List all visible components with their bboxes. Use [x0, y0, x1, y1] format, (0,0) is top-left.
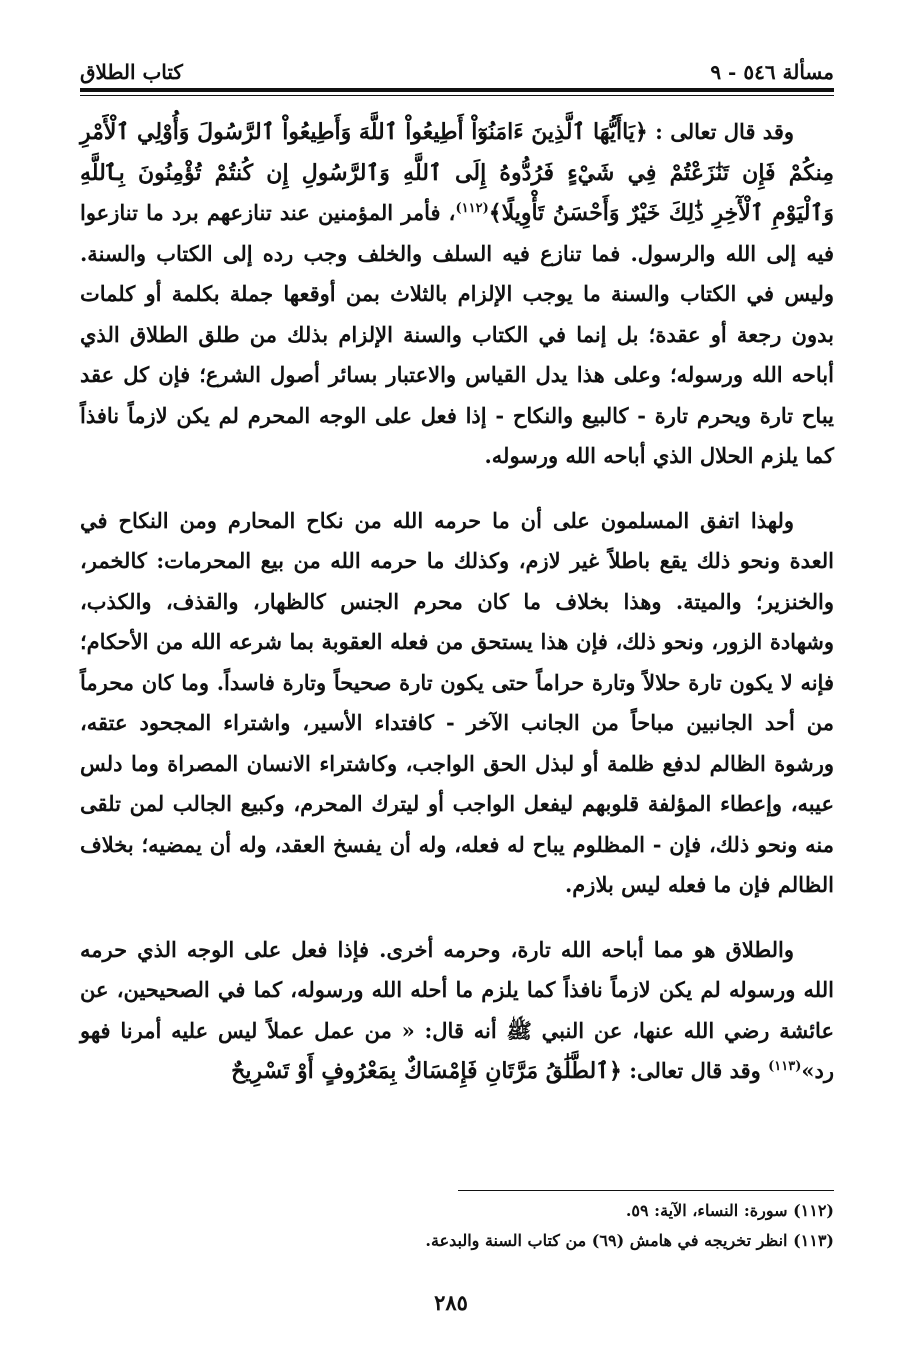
paragraph-3: [80, 930, 834, 1092]
paragraph-1-rest: ، فأمر المؤمنين عند تنازعهم برد ما تنازعوا فيه إلى الله والرسول. فما تنازع فيه السلف والخلف وجب رده إلى الكتاب والسنة. وليس في الكتاب والسنة ما يوجب الإلزام بالثلاث بمن أوقعها جملة بكلمة أو كلمات بدون رجعة أو عقدة؛ بل إنما في الكتاب والسنة الإلزام بذلك من طلق الطلاق الذي أباحه الله ورسوله؛ وعلى هذا يدل القياس والاعتبار بسائر أصول الشرع؛ فإن كل عقد يباح تارة ويحرم تارة - كالبيع والنكاح - إذا فعل على الوجه المحرم لم يكن لازماً نافذاً كما يلزم الحلال الذي أباحه الله ورسوله.: [80, 200, 834, 468]
header-rule-thin: [80, 95, 834, 96]
paragraph-1: [80, 112, 834, 477]
footnote-separator: [458, 1190, 834, 1191]
footnote-ref-112: (١١٢): [455, 201, 489, 216]
quran-verse-baqarah-229: ﴿ٱلطَّلَٰقُ مَرَّتَانِ فَإِمْسَاكٌ بِمَعْرُوفٍ أَوْ تَسْرِيحٌ: [231, 1058, 622, 1084]
running-header: [80, 50, 834, 84]
paragraph-2: ولهذا اتفق المسلمون على أن ما حرمه الله من نكاح المحارم ومن النكاح في العدة ونحو ذلك يقع باطلاً غير لازم، وكذلك ما حرمه الله من بيع المحرمات: كالخمر، والخنزير؛ والميتة. وهذا بخلاف ما كان محرم الجنس كالظهار، والقذف، والكذب، وشهادة الزور، ونحو ذلك، فإن هذا يستحق من فعله العقوبة بما شرعه الله من الأحكام؛ فإنه لا يكون تارة حلالاً وتارة حراماً حتى يكون تارة صحيحاً وتارة فاسداً. وما كان محرماً من أحد الجانبين مباحاً من الجانب الآخر - كافتداء الأسير، واشتراء المجحود عتقه، ورشوة الظالم لدفع ظلمة أو لبذل الحق الواجب، وكاشتراء الانسان المصراة وما دلس عيبه، وإعطاء المؤلفة قلوبهم ليفعل الواجب أو ليترك المحرم، وكبيع الجالب لمن تلقى منه ونحو ذلك، فإن - المظلوم يباح له فعله، وله أن يفسخ العقد، وله أن يمضيه؛ بخلاف الظالم فإن ما فعله ليس بلازم.: [80, 507, 835, 897]
footnote-113: (١١٣) انظر تخريجه في هامش (٦٩) من كتاب السنة والبدعة.: [425, 1231, 834, 1250]
footnote-112: (١١٢) سورة: النساء، الآية: ٥٩.: [625, 1201, 834, 1220]
paragraph-3-intro: وقد قال تعالى:: [621, 1058, 769, 1083]
header-book-title: كتاب الطلاق: [80, 60, 183, 84]
paragraph-3-text: والطلاق هو مما أباحه الله تارة، وحرمه أخرى. فإذا فعل على الوجه الذي حرمه الله ورسوله لم يكن لازماً نافذاً كما يلزم ما أحله الله ورسوله، كما في الصحيحين، عن عائشة رضي الله عنها، عن النبي ﷺ أنه قال: « من عمل عملاً ليس عليه أمرنا فهو رد»: [80, 936, 834, 1083]
header-rule-thick: [80, 88, 834, 92]
paragraph-1-intro: وقد قال تعالى :: [655, 119, 795, 144]
footnotes: [80, 1196, 834, 1256]
header-issue-number: مسألة ٥٤٦ - ٩: [710, 60, 834, 84]
quran-verse-nisa-59: ﴿يَاأَيُّهَا ٱلَّذِينَ ءَامَنُوٓاْ أَطِيعُواْ ٱللَّهَ وَأَطِيعُواْ ٱلرَّسُولَ وَأُوْلِي ٱلْأَمْرِ مِنكُمْ فَإِن تَنَٰزَعْتُمْ فِي شَيْءٍ فَرُدُّوهُ إِلَى ٱللَّهِ وَٱلرَّسُولِ إِن كُنتُمْ تُؤْمِنُونَ بِٱللَّهِ وَٱلْيَوْمِ ٱلْأٓخِرِ ذَٰلِكَ خَيْرٌ وَأَحْسَنُ تَأْوِيلًا﴾: [80, 119, 834, 226]
body-text: [80, 112, 834, 1092]
footnote-ref-113: (١١٣): [768, 1059, 802, 1074]
page-number: ٢٨٥: [434, 1290, 468, 1315]
